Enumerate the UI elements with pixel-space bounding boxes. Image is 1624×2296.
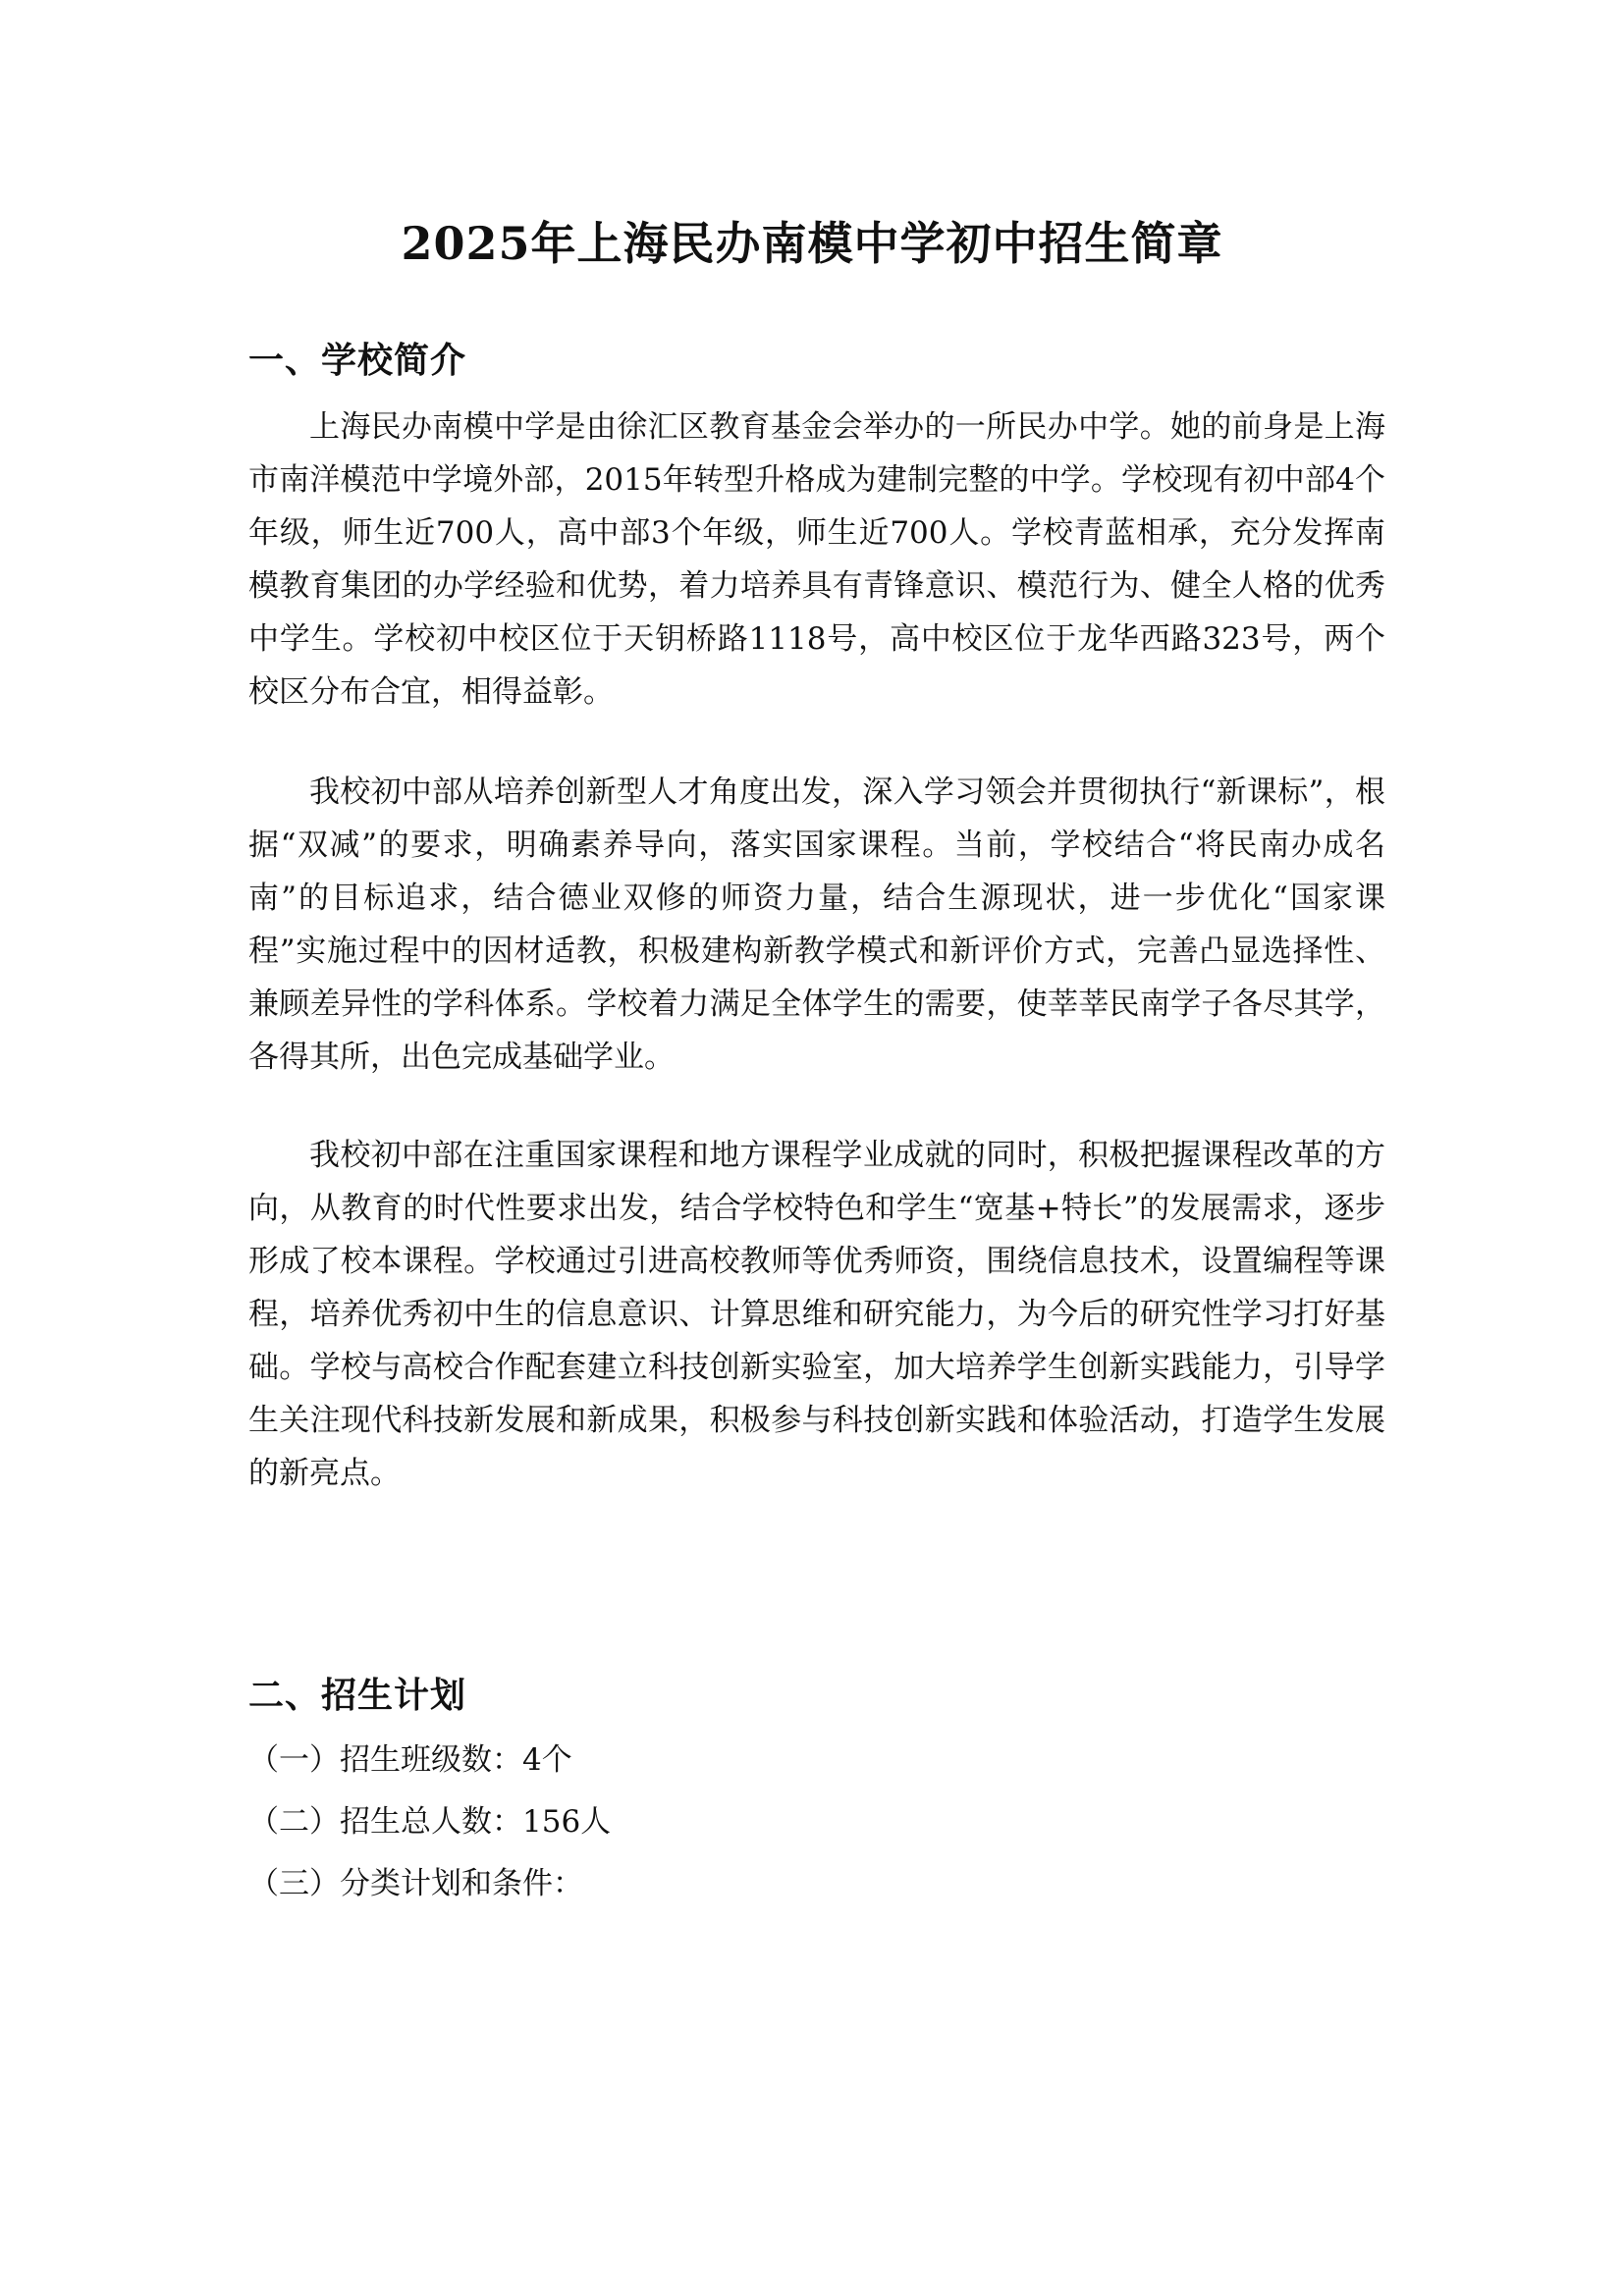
section-heading-school-intro: 一、学校简介 <box>248 340 467 381</box>
plan-item-categories: （三）分类计划和条件： <box>248 1866 583 1901</box>
plan-item-total-students: （二）招生总人数：156人 <box>248 1804 612 1840</box>
paragraph-curriculum-approach: 我校初中部从培养创新型人才角度出发，深入学习领会并贯彻执行“新课标”，根据“双减”的要求，明确素养导向，落实国家课程。当前，学校结合“将民南办成名南”的目标追求，结合德业双修的师资力量，结合生源现状，进一步优化“国家课程”实施过程中的因材适教，积极建构新教学模式和新评价方式，完善凸显选择性、兼顾差异性的学科体系。学校着力满足全体学生的需要，使莘莘民南学子各尽其学，各得其所，出色完成基础学业。 <box>248 774 1385 1075</box>
section-heading-enrollment-plan: 二、招生计划 <box>248 1675 467 1716</box>
paragraph-school-overview: 上海民办南模中学是由徐汇区教育基金会举办的一所民办中学。她的前身是上海市南洋模范中学境外部，2015年转型升格成为建制完整的中学。学校现有初中部4个年级，师生近700人，高中部3个年级，师生近700人。学校青蓝相承，充分发挥南模教育集团的办学经验和优势，着力培养具有青锋意识、模范行为、健全人格的优秀中学生。学校初中校区位于天钥桥路1118号，高中校区位于龙华西路323号，两个校区分布合宜，相得益彰。 <box>248 409 1385 710</box>
paragraph-school-based-courses: 我校初中部在注重国家课程和地方课程学业成就的同时，积极把握课程改革的方向，从教育的时代性要求出发，结合学校特色和学生“宽基+特长”的发展需求，逐步形成了校本课程。学校通过引进高校教师等优秀师资，围绕信息技术，设置编程等课程，培养优秀初中生的信息意识、计算思维和研究能力，为今后的研究性学习打好基础。学校与高校合作配套建立科技创新实验室，加大培养学生创新实践能力，引导学生关注现代科技新发展和新成果，积极参与科技创新实践和体验活动，打造学生发展的新亮点。 <box>248 1138 1385 1491</box>
plan-item-class-count: （一）招生班级数：4个 <box>248 1742 572 1778</box>
document-title: 2025年上海民办南模中学初中招生简章 <box>401 217 1223 270</box>
